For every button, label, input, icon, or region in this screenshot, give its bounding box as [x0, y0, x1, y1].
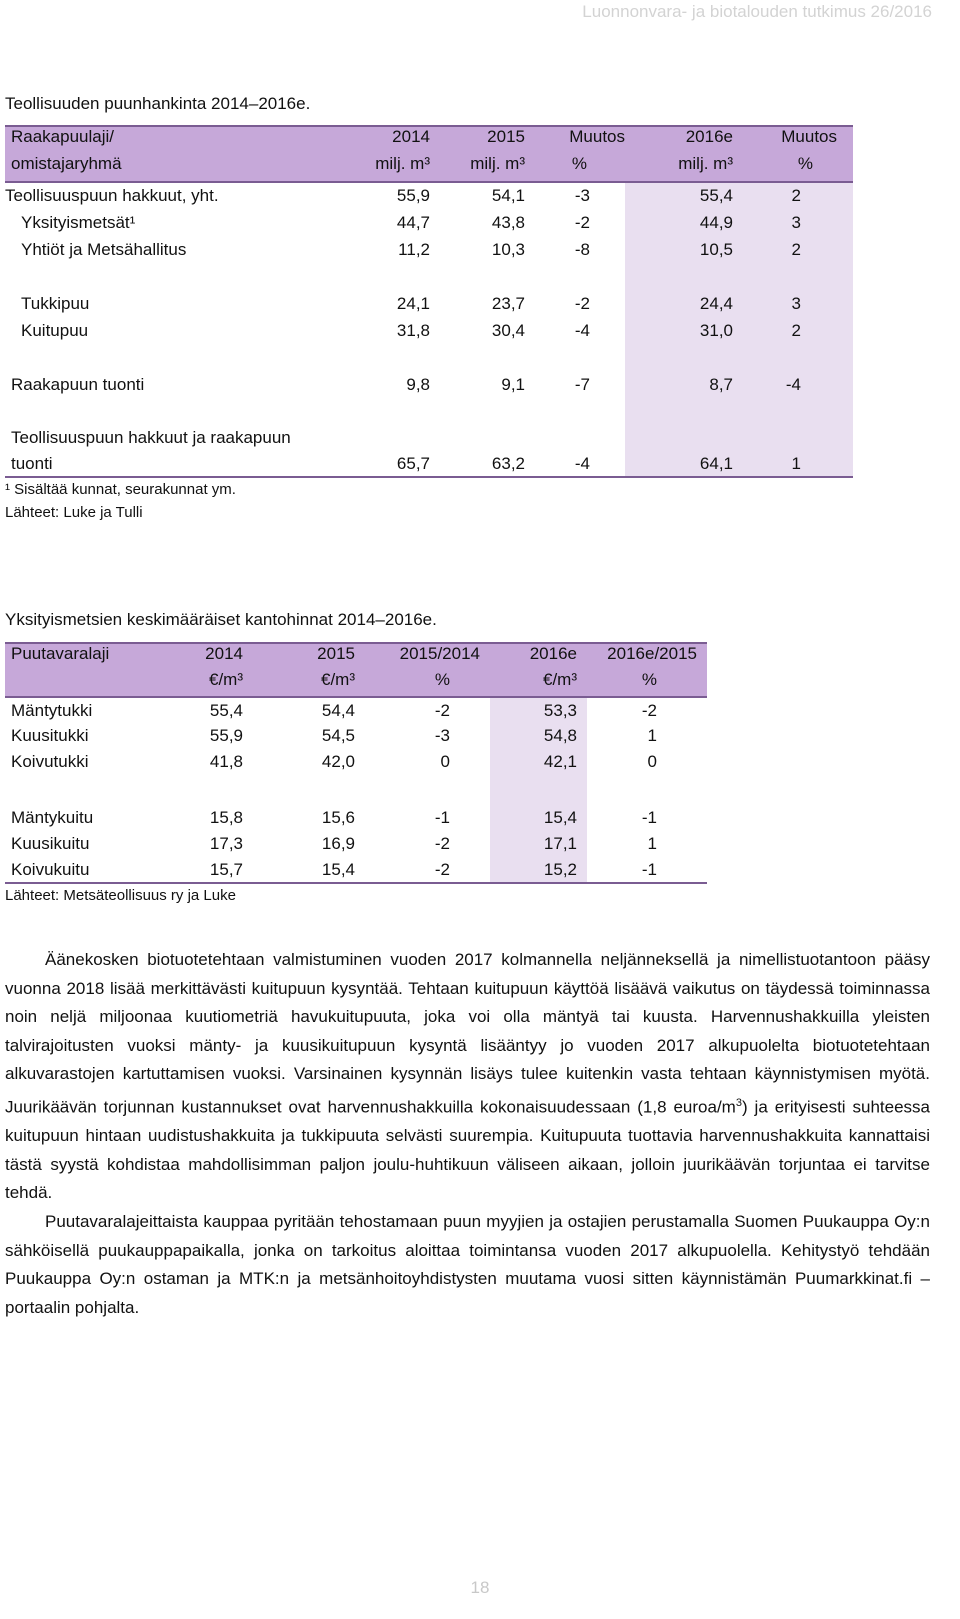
cell-2015: 16,9	[321, 834, 355, 853]
cell-change-2: 2	[733, 182, 853, 209]
cell-2015: 63,2	[430, 451, 525, 477]
page-number: 18	[470, 1578, 490, 1597]
cell-change-2: 3	[733, 290, 853, 317]
cell-2016e: 17,1	[490, 831, 587, 857]
cell-2014: 15,7	[155, 857, 253, 883]
table1-title: Teollisuuden puunhankinta 2014–2016e.	[5, 94, 311, 113]
table-row	[5, 831, 707, 857]
cell-2016e: 8,7	[625, 371, 733, 398]
cell-change-1: -2	[574, 212, 590, 232]
cell-change-2: 1	[647, 726, 657, 745]
spacer-row	[5, 775, 707, 805]
row-label: Yksityismetsät¹	[21, 212, 136, 232]
paragraph-2: Puutavaralajeittaista kauppaa pyritään tehostamaan puun myyjien ja ostajien perustamalla Suomen Puukauppa Oy:n sähköisellä puukauppapaikalla, jonka on tarkoitus aloittaa toimintansa vuoden 2017 alkupuolella. Kehitystyö tehdään Puukauppa Oy:n ostaman ja MTK:n ja metsänhoitoyhdistysten muutama vuosi sitten käynnistämän Puumarkkinat.fi –portaalin pohjalta.	[5, 1212, 930, 1317]
cell-change-1: -1	[434, 808, 450, 827]
t1-h-col0-l1: Raakapuulaji/	[5, 126, 335, 154]
spacer-row	[5, 398, 853, 425]
table2	[5, 642, 707, 904]
cell-2016e: 15,2	[490, 857, 587, 883]
row-label: Kuusikuitu	[11, 834, 90, 853]
cell-2015: 15,4	[253, 857, 365, 883]
t1-h-col5-l1: Muutos	[733, 126, 853, 154]
cell-change-1: -8	[574, 239, 590, 259]
row-label: Mäntykuitu	[11, 808, 94, 827]
row-label: Kuitupuu	[21, 320, 89, 340]
row-label-line-1: Teollisuuspuun hakkuut ja raakapuun	[11, 428, 291, 447]
table-row	[5, 451, 853, 477]
table2-header-row-2	[5, 670, 707, 697]
t1-h-col4-l2: milj. m³	[625, 154, 733, 182]
cell-2014: 9,8	[406, 374, 430, 394]
cell-2014: 55,9	[396, 186, 430, 205]
cell-2016e: 42,1	[490, 749, 587, 775]
table-row	[5, 182, 853, 209]
row-label: Teollisuuspuun hakkuut, yht.	[5, 186, 219, 205]
cell-change-2: 2	[733, 317, 853, 344]
row-label: Raakapuun tuonti	[11, 374, 145, 394]
spacer-row	[5, 344, 853, 371]
t2-h-col2-l2: €/m³	[253, 670, 365, 697]
t2-h-col4-l1: 2016e	[490, 643, 587, 670]
table-row	[5, 290, 853, 317]
cell-2014: 17,3	[209, 834, 243, 853]
table-row	[5, 317, 853, 344]
t2-h-col5-l1: 2016e/2015	[587, 643, 707, 670]
cell-change-1: -3	[434, 726, 450, 745]
cell-2015: 10,3	[491, 239, 525, 259]
t2-h-col1-l2: €/m³	[155, 670, 253, 697]
table-row	[5, 805, 707, 831]
cell-change-2: 0	[647, 752, 657, 771]
cell-2015: 23,7	[491, 293, 525, 313]
t2-h-col3-l1: 2015/2014	[365, 643, 490, 670]
series-header: Luonnonvara- ja biotalouden tutkimus 26/2016	[582, 2, 932, 21]
cell-2016e: 10,5	[625, 236, 733, 263]
cell-change-2: 3	[733, 209, 853, 236]
cell-2016e: 31,0	[625, 317, 733, 344]
cell-2014: 44,7	[396, 212, 430, 232]
t1-h-col2-l2: milj. m³	[430, 154, 525, 182]
cell-change-1: -7	[574, 374, 590, 394]
cell-2016e: 53,3	[490, 697, 587, 723]
t1-h-col4-l1: 2016e	[625, 126, 733, 154]
cell-change-2: -4	[733, 371, 853, 398]
t1-h-col3-l1: Muutos	[525, 126, 625, 154]
cell-2014: 55,4	[209, 700, 243, 720]
table-row	[5, 697, 707, 723]
cell-change-2: -1	[587, 857, 707, 883]
t2-h-col5-l2: %	[587, 670, 707, 697]
table2-title: Yksityismetsien keskimääräiset kantohinnat 2014–2016e.	[5, 610, 437, 629]
table1-source: Lähteet: Luke ja Tulli	[5, 504, 143, 521]
table2-source: Lähteet: Metsäteollisuus ry ja Luke	[5, 887, 236, 904]
cell-2014: 15,8	[209, 808, 243, 827]
t2-h-col1-l1: 2014	[155, 643, 253, 670]
row-label-line-2: tuonti	[5, 451, 335, 477]
row-label: Koivutukki	[11, 752, 89, 771]
cell-change-1: -2	[434, 834, 450, 853]
cell-2015: 42,0	[321, 752, 355, 771]
cell-2014: 41,8	[209, 752, 243, 771]
table2-header-row-1	[5, 643, 707, 670]
cell-2016e: 64,1	[625, 451, 733, 477]
paragraph-1-part-b: ) ja erityisesti suhteessa kuitupuun hintaan uudistushakkuita ja tukkipuuta selvästi suurempia. Kuitupuuta tuottavia harvennushakkuita kannattaisi tästä syystä kohdistaa mahdollisimman paljon joulu-huhtikuun väliseen aikaan, jolloin juurikäävän torjuntaa ei tarvitse tehdä.	[5, 1097, 930, 1203]
cell-change-2: -2	[641, 700, 657, 720]
cell-change-1: -2	[574, 293, 590, 313]
cell-2014: 55,9	[209, 726, 243, 745]
cell-2015: 54,1	[491, 186, 525, 205]
cell-2014: 24,1	[396, 293, 430, 313]
cell-2015: 9,1	[501, 374, 525, 394]
cell-2016e: 54,8	[490, 723, 587, 749]
t2-h-col0-l2	[5, 670, 155, 697]
table1-footnote: ¹ Sisältää kunnat, seurakunnat ym.	[5, 481, 236, 498]
cell-2016e: 24,4	[625, 290, 733, 317]
t1-h-col1-l2: milj. m³	[335, 154, 430, 182]
cell-2014: 11,2	[398, 239, 430, 259]
table-row	[5, 371, 853, 398]
cell-change-1: -4	[525, 451, 625, 477]
table-row	[5, 857, 707, 883]
t2-h-col4-l2: €/m³	[490, 670, 587, 697]
cell-2015: 54,5	[321, 726, 355, 745]
table-row	[5, 723, 707, 749]
table-row	[5, 209, 853, 236]
table-row	[5, 749, 707, 775]
row-label: Kuusitukki	[11, 726, 89, 745]
cell-change-1: 0	[440, 752, 450, 771]
t2-h-col3-l2: %	[365, 670, 490, 697]
table-row-label-line-1	[5, 425, 853, 451]
t1-h-col5-l2: %	[733, 154, 853, 182]
body-text	[5, 946, 930, 1322]
table1-header-row-2	[5, 154, 853, 182]
cell-change-2: -1	[641, 808, 657, 827]
t2-h-col2-l1: 2015	[253, 643, 365, 670]
paragraph-1	[5, 946, 930, 1208]
cell-2014: 65,7	[335, 451, 430, 477]
cell-2016e: 55,4	[625, 182, 733, 209]
cell-2016e: 44,9	[625, 209, 733, 236]
cell-change-1: -4	[574, 320, 590, 340]
cell-change-2: 1	[733, 451, 853, 477]
spacer-row	[5, 263, 853, 290]
cell-change-1: -3	[574, 186, 590, 205]
cell-2015: 30,4	[491, 320, 525, 340]
t1-h-col1-l1: 2014	[335, 126, 430, 154]
cell-2016e: 15,4	[490, 805, 587, 831]
row-label: Koivukuitu	[5, 857, 155, 883]
t1-h-col0-l2: omistajaryhmä	[5, 154, 335, 182]
table1	[5, 125, 853, 521]
cell-2014: 31,8	[396, 320, 430, 340]
row-label: Yhtiöt ja Metsähallitus	[21, 239, 187, 259]
superscript-3: 3	[735, 1096, 742, 1109]
t2-h-col0-l1: Puutavaralaji	[5, 643, 155, 670]
cell-change-1: -2	[365, 857, 490, 883]
cell-change-2: 1	[647, 834, 657, 853]
cell-change-1: -2	[434, 700, 450, 720]
row-label: Mäntytukki	[11, 700, 93, 720]
cell-2015: 54,4	[321, 700, 355, 720]
table-row	[5, 236, 853, 263]
cell-change-2: 2	[733, 236, 853, 263]
cell-2015: 15,6	[321, 808, 355, 827]
paragraph-1-part-a: Äänekosken biotuotetehtaan valmistuminen vuoden 2017 kolmannella neljänneksellä ja nimellistuotantoon pääsy vuonna 2018 lisää merkittävästi kuitupuun kysyntää. Tehtaan kuitupuun käyttöä lisäävä vaikutus on täydessä toiminnassa noin neljä miljoonaa kuutiometriä havukuitupuuta, joka voi olla mäntyä tai kuusta. Harvennushakkuilla yleisten talvirajoitusten vuoksi mänty- ja kuusikuitupuun kysyntä lisääntyy jo vuoden 2017 alkupuolelta biotuotetehtaan alkuvarastojen kartuttamisen vuoksi. Varsinainen kysynnän lisäys tulee kuitenkin vasta tehtaan käynnistymisen myötä. Juurikäävän torjunnan kustannukset ovat harvennushakkuilla kokonaisuudessaan (1,8 euroa/m	[5, 950, 930, 1117]
table1-header-row-1	[5, 126, 853, 154]
t1-h-col3-l2: %	[525, 154, 625, 182]
t1-h-col2-l1: 2015	[430, 126, 525, 154]
row-label: Tukkipuu	[21, 293, 90, 313]
cell-2015: 43,8	[491, 212, 525, 232]
